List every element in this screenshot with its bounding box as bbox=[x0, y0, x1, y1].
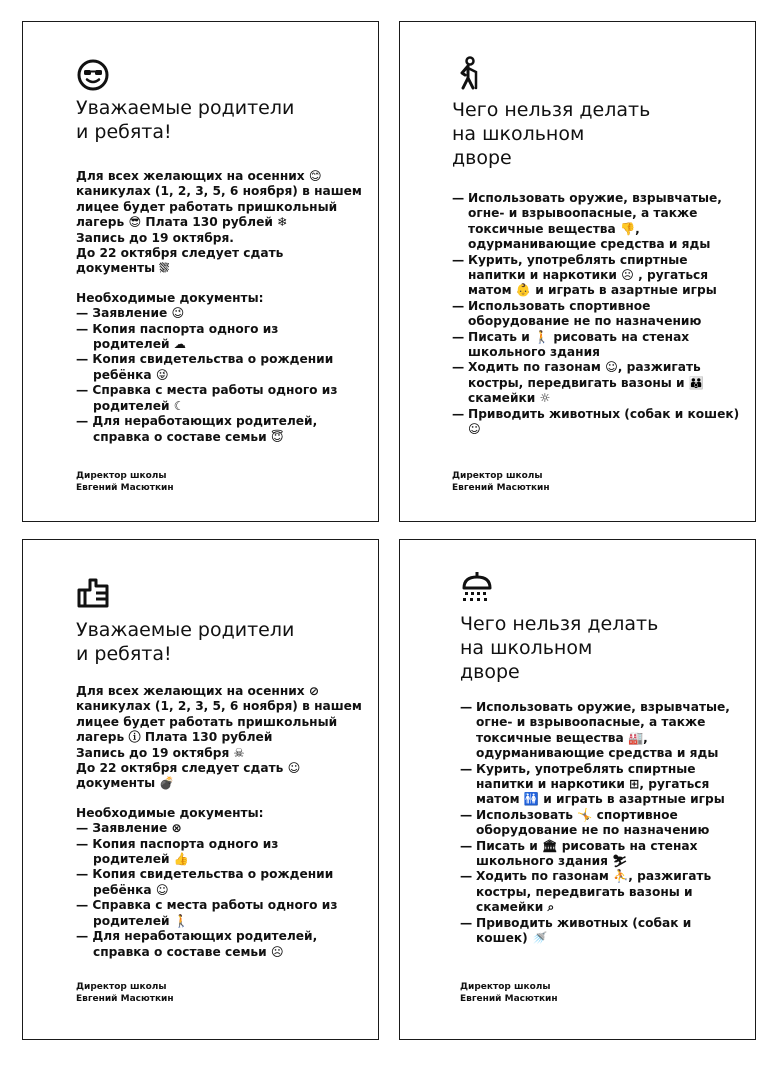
document-item: — Справка с места работы одного из bbox=[76, 383, 338, 398]
document-item: справка о составе семьи ☹ bbox=[76, 944, 284, 959]
list-item: — Курить, употреблять спиртные напитки и наркотики ☹ , ругаться матом 👶 и играть в азартные игры bbox=[452, 252, 717, 298]
signature-name: Евгений Масюткин bbox=[460, 994, 558, 1004]
intro-line: Запись до 19 октября. bbox=[76, 230, 234, 245]
intro-line: До 22 октября следует сдать ☺ bbox=[76, 761, 301, 776]
signature-block bbox=[76, 981, 174, 1005]
intro-line: Для всех желающих на осенних ⊘ bbox=[76, 684, 320, 698]
list-item: — Использовать 🤸 спортивное оборудование не по назначению bbox=[460, 807, 710, 838]
signature-role: Директор школы bbox=[76, 982, 167, 992]
shower-icon bbox=[460, 570, 494, 604]
announcement-body bbox=[76, 169, 362, 445]
list-item: — Писать и 🏛 рисовать на стенах школьного здания ⛷ bbox=[460, 838, 698, 869]
documents-heading: Необходимые документы: bbox=[76, 805, 264, 820]
page-title: Чего нельзя делать на школьном дворе bbox=[460, 613, 659, 683]
list-item: — Использовать спортивное оборудование не по назначению bbox=[452, 298, 702, 329]
document-item: — Копия свидетельства о рождении bbox=[76, 352, 334, 367]
signature-name: Евгений Масюткин bbox=[76, 994, 174, 1004]
signature-role: Директор школы bbox=[460, 982, 551, 992]
poster-card-rules-1 bbox=[399, 21, 756, 522]
intro-line: Для всех желающих на осенних 😊 bbox=[76, 169, 322, 183]
intro-line: документы 💣 bbox=[76, 776, 175, 791]
signature-name: Евгений Масюткин bbox=[452, 483, 550, 493]
signature-name: Евгений Масюткин bbox=[76, 483, 174, 493]
document-item: родителей ☁ bbox=[76, 337, 186, 352]
documents-heading: Необходимые документы: bbox=[76, 290, 264, 305]
list-item: — Писать и 🚶 рисовать на стенах школьного здания bbox=[452, 329, 690, 360]
intro-line: До 22 октября следует сдать bbox=[76, 246, 284, 261]
list-item: — Ходить по газонам ⛹, разжигать костры, передвигать вазоны и скамейки ⌕ bbox=[460, 869, 712, 915]
intro-line: каникулах (1, 2, 3, 5, 6 ноября) в нашем bbox=[76, 699, 362, 714]
list-item: — Использовать оружие, взрывчатые, огне- и взрывоопасные, а также токсичные вещества 🏭, одурманивающие средства и яды bbox=[460, 700, 730, 761]
document-item: ребёнка ☺ bbox=[76, 882, 169, 897]
document-item: — Для неработающих родителей, bbox=[76, 929, 318, 944]
person-with-cane-icon bbox=[452, 56, 486, 90]
thumbs-up-icon bbox=[76, 576, 110, 610]
intro-line: лагерь 😎 Плата 130 рублей ❄ bbox=[76, 215, 288, 230]
intro-line: лицее будет работать пришкольный bbox=[76, 199, 338, 214]
page-title: Уважаемые родители и ребята! bbox=[76, 619, 295, 665]
document-item: — Заявление ⊗ bbox=[76, 821, 182, 836]
intro-line: Запись до 19 октября ☠ bbox=[76, 745, 245, 760]
document-item: — Копия свидетельства о рождении bbox=[76, 867, 334, 882]
intro-line: лагерь ⓘ Плата 130 рублей bbox=[76, 730, 273, 745]
rules-list bbox=[452, 191, 742, 438]
poster-card-parents-2 bbox=[22, 539, 379, 1040]
list-item: — Курить, употреблять спиртные напитки и наркотики ⊞, ругаться матом 🚻 и играть в азартные игры bbox=[460, 761, 725, 807]
document-item: родителей ☾ bbox=[76, 398, 185, 413]
intro-line: лицее будет работать пришкольный bbox=[76, 714, 338, 729]
sunglasses-face-icon bbox=[76, 58, 110, 92]
signature-block bbox=[460, 981, 558, 1005]
list-item: — Ходить по газонам ☺, разжигать костры, передвигать вазоны и 👪 скамейки ☼ bbox=[452, 360, 704, 406]
rules-list bbox=[460, 700, 745, 947]
document-item: — Для неработающих родителей, bbox=[76, 414, 318, 429]
page-title: Уважаемые родители и ребята! bbox=[76, 97, 295, 143]
list-item: — Приводить животных (собак и кошек) 🚿 bbox=[460, 915, 692, 946]
signature-role: Директор школы bbox=[76, 471, 167, 481]
list-item: — Использовать оружие, взрывчатые, огне- и взрывоопасные, а также токсичные вещества 👎, одурманивающие средства и яды bbox=[452, 191, 722, 252]
poster-card-parents-1 bbox=[22, 21, 379, 522]
document-item: — Копия паспорта одного из bbox=[76, 321, 279, 336]
announcement-body bbox=[76, 684, 362, 960]
poster-card-rules-2 bbox=[399, 539, 756, 1040]
document-item: ребёнка 😜 bbox=[76, 367, 169, 382]
document-item: родителей 🚶 bbox=[76, 913, 189, 928]
document-item: родителей 👍 bbox=[76, 852, 189, 867]
document-item: — Копия паспорта одного из bbox=[76, 836, 279, 851]
signature-block bbox=[76, 470, 174, 494]
document-item: справка о составе семьи 😇 bbox=[76, 429, 284, 444]
page-title: Чего нельзя делать на школьном дворе bbox=[452, 99, 651, 169]
intro-line: каникулах (1, 2, 3, 5, 6 ноября) в нашем bbox=[76, 184, 362, 199]
document-item: — Справка с места работы одного из bbox=[76, 898, 338, 913]
intro-line: документы ⛆ bbox=[76, 261, 170, 276]
list-item: — Приводить животных (собак и кошек) ☺ bbox=[452, 406, 740, 437]
signature-role: Директор школы bbox=[452, 471, 543, 481]
signature-block bbox=[452, 470, 550, 494]
document-item: — Заявление 😉 bbox=[76, 306, 185, 321]
